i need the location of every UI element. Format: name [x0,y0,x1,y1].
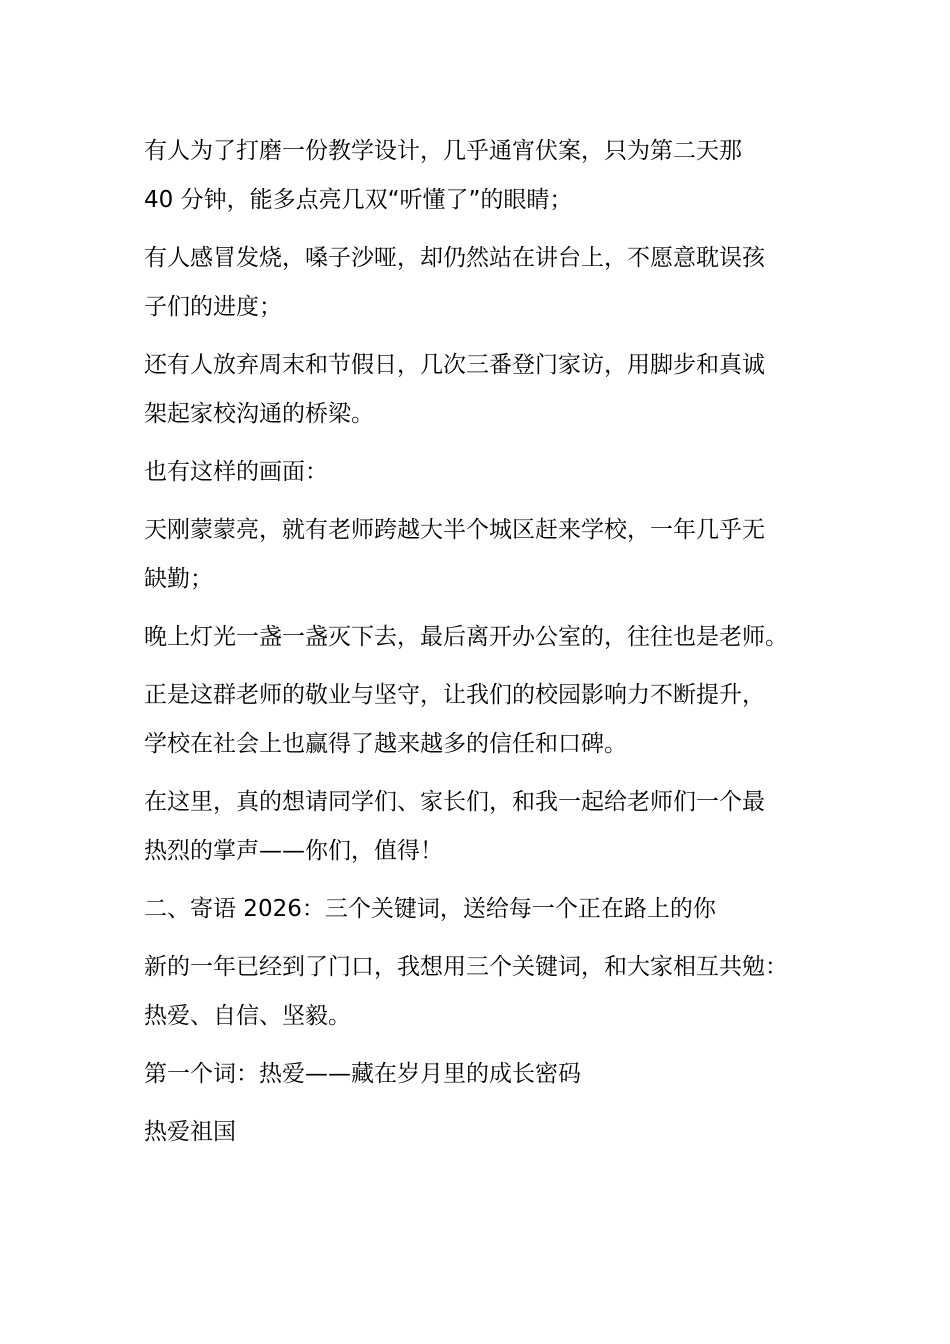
text-line: 有人感冒发烧，嗓子沙哑，却仍然站在讲台上，不愿意耽误孩 [144,245,765,271]
paragraph-teaching-design [144,127,824,225]
paragraph-three-keywords [144,943,824,1041]
text-line: 在这里，真的想请同学们、家长们，和我一起给老师们一个最 [144,789,765,815]
text-line: 热爱、自信、坚毅。 [144,1003,351,1029]
document-body [144,127,824,1166]
text-line: 天刚蒙蒙亮，就有老师跨越大半个城区赶来学校，一年几乎无 [144,517,765,543]
text-line: 也有这样的画面： [144,459,328,485]
paragraph-sick-teacher [144,234,824,332]
paragraph-scenes-intro [144,448,824,497]
text-line: 架起家校沟通的桥梁。 [144,401,374,427]
paragraph-early-arrival [144,506,824,604]
paragraph-dedication [144,671,824,769]
subheading-first-keyword [144,1050,824,1099]
text-line: 学校在社会上也赢得了越来越多的信任和口碑。 [144,731,627,757]
text-line: 缺勤； [144,566,213,592]
text-line: 第一个词：热爱——藏在岁月里的成长密码 [144,1061,581,1087]
section-heading-2026 [144,885,824,934]
subheading-love-country [144,1108,824,1157]
paragraph-home-visits [144,341,824,439]
text-line: 还有人放弃周末和节假日，几次三番登门家访，用脚步和真诚 [144,352,765,378]
text-line: 热爱祖国 [144,1119,236,1145]
text-line: 正是这群老师的敬业与坚守，让我们的校园影响力不断提升， [144,682,765,708]
text-line: 有人为了打磨一份教学设计，几乎通宵伏案，只为第二天那 [144,138,742,164]
text-line: 二、寄语 2026：三个关键词，送给每一个正在路上的你 [144,896,716,922]
text-line: 热烈的掌声——你们，值得！ [144,838,443,864]
text-line: 晚上灯光一盏一盏灭下去，最后离开办公室的，往往也是老师。 [144,624,788,650]
text-line: 新的一年已经到了门口，我想用三个关键词，和大家相互共勉： [144,954,788,980]
paragraph-late-night [144,613,824,662]
text-line: 子们的进度； [144,294,282,320]
paragraph-applause [144,778,824,876]
text-line: 40 分钟，能多点亮几双“听懂了”的眼睛； [144,187,573,213]
